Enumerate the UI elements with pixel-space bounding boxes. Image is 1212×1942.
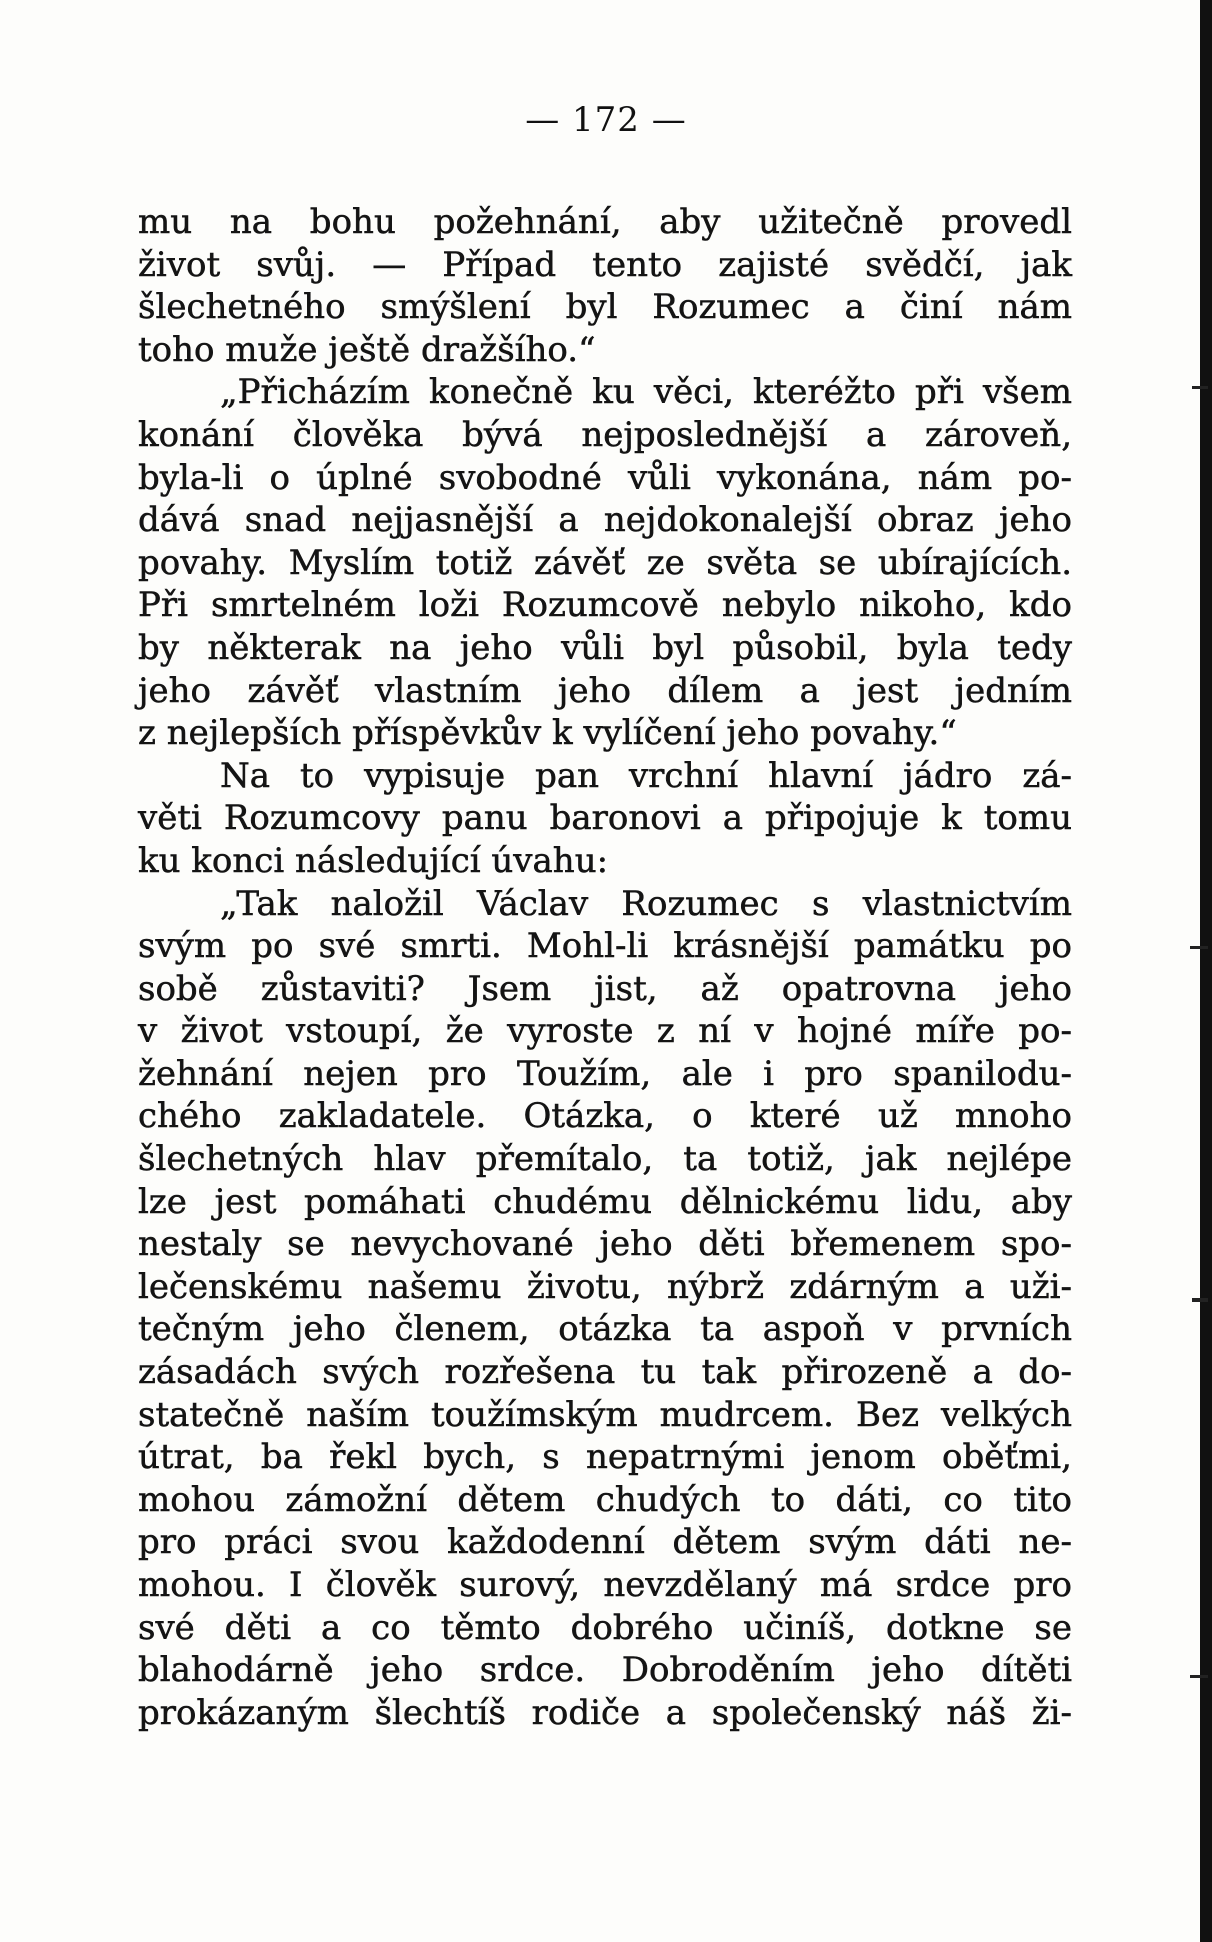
text-line: sobě zůstaviti? Jsem jist, až opatrovna jeho [138, 968, 1072, 1009]
text-line: v život vstoupí, že vyroste z ní v hojné míře po- [138, 1011, 1072, 1052]
text-line: šlechetného smýšlení byl Rozumec a činí nám [138, 287, 1072, 328]
text-line: lze jest pomáhati chudému dělnickému lidu, aby [138, 1181, 1072, 1222]
text-line: své děti a co těmto dobrého učiníš, dotkne se [138, 1607, 1072, 1648]
text-line: byla-li o úplné svobodné vůli vykonána, nám po- [138, 457, 1072, 498]
text-line: útrat, ba řekl bych, s nepatrnými jenom oběťmi, [138, 1437, 1072, 1478]
text-line: konání člověka bývá nejposlednější a zároveň, [138, 414, 1072, 455]
text-line: věti Rozumcovy panu baronovi a připojuje k tomu [138, 798, 1072, 839]
margin-mark [1192, 386, 1208, 389]
text-line: zásadách svých rozřešena tu tak přirozeně a do- [138, 1352, 1072, 1393]
text-line: ku konci následující úvahu: [138, 840, 609, 881]
text-line: žehnání nejen pro Toužím, ale i pro spanilodu- [138, 1053, 1072, 1094]
text-line: statečně naším toužímským mudrcem. Bez velkých [138, 1394, 1072, 1435]
text-line: „Přicházím konečně ku věci, kteréžto při všem [220, 372, 1072, 413]
text-line: lečenskému našemu životu, nýbrž zdárným a uži- [138, 1266, 1072, 1307]
body-text [138, 201, 1072, 1734]
text-line: Na to vypisuje pan vrchní hlavní jádro zá- [220, 755, 1072, 796]
text-line: Při smrtelném loži Rozumcově nebylo nikoho, kdo [138, 585, 1072, 626]
page-edge-shadow [1200, 0, 1212, 1942]
page-number: — 172 — [525, 100, 687, 140]
text-line: mohou. I člověk surový, nevzdělaný má srdce pro [138, 1565, 1072, 1605]
text-line: blahodárně jeho srdce. Dobroděním jeho dítěti [138, 1650, 1072, 1691]
text-line: pro práci svou každodenní dětem svým dáti ne- [138, 1522, 1072, 1563]
margin-mark [1190, 1675, 1208, 1678]
text-line: šlechetných hlav přemítalo, ta totiž, jak nejlépe [138, 1139, 1072, 1180]
text-line: prokázaným šlechtíš rodiče a společenský náš ži- [138, 1692, 1072, 1733]
text-line: jeho závěť vlastním jeho dílem a jest jedním [138, 670, 1072, 711]
text-line: z nejlepších příspěvkův k vylíčení jeho povahy.“ [138, 713, 957, 754]
text-line: nestaly se nevychované jeho děti břemenem spo- [138, 1224, 1072, 1265]
margin-mark [1190, 946, 1208, 949]
text-line: život svůj. — Případ tento zajisté svědčí, jak [138, 244, 1072, 285]
text-line: „Tak naložil Václav Rozumec s vlastnictvím [220, 883, 1072, 924]
text-line: chého zakladatele. Otázka, o které už mnoho [138, 1096, 1072, 1137]
text-line: toho muže ještě dražšího.“ [138, 329, 596, 370]
text-line: tečným jeho členem, otázka ta aspoň v prvních [138, 1309, 1072, 1350]
margin-mark [1192, 1298, 1208, 1302]
text-line: dává snad nejjasnější a nejdokonalejší obraz jeho [138, 500, 1072, 541]
text-line: by některak na jeho vůli byl působil, byla tedy [138, 627, 1072, 668]
text-line: mu na bohu požehnání, aby užitečně provedl [138, 202, 1072, 242]
text-line: mohou zámožní dětem chudých to dáti, co tito [138, 1479, 1072, 1520]
text-line: svým po své smrti. Mohl-li krásnější památku po [138, 926, 1072, 967]
text-line: povahy. Myslím totiž závěť ze světa se ubírajících. [138, 542, 1072, 583]
